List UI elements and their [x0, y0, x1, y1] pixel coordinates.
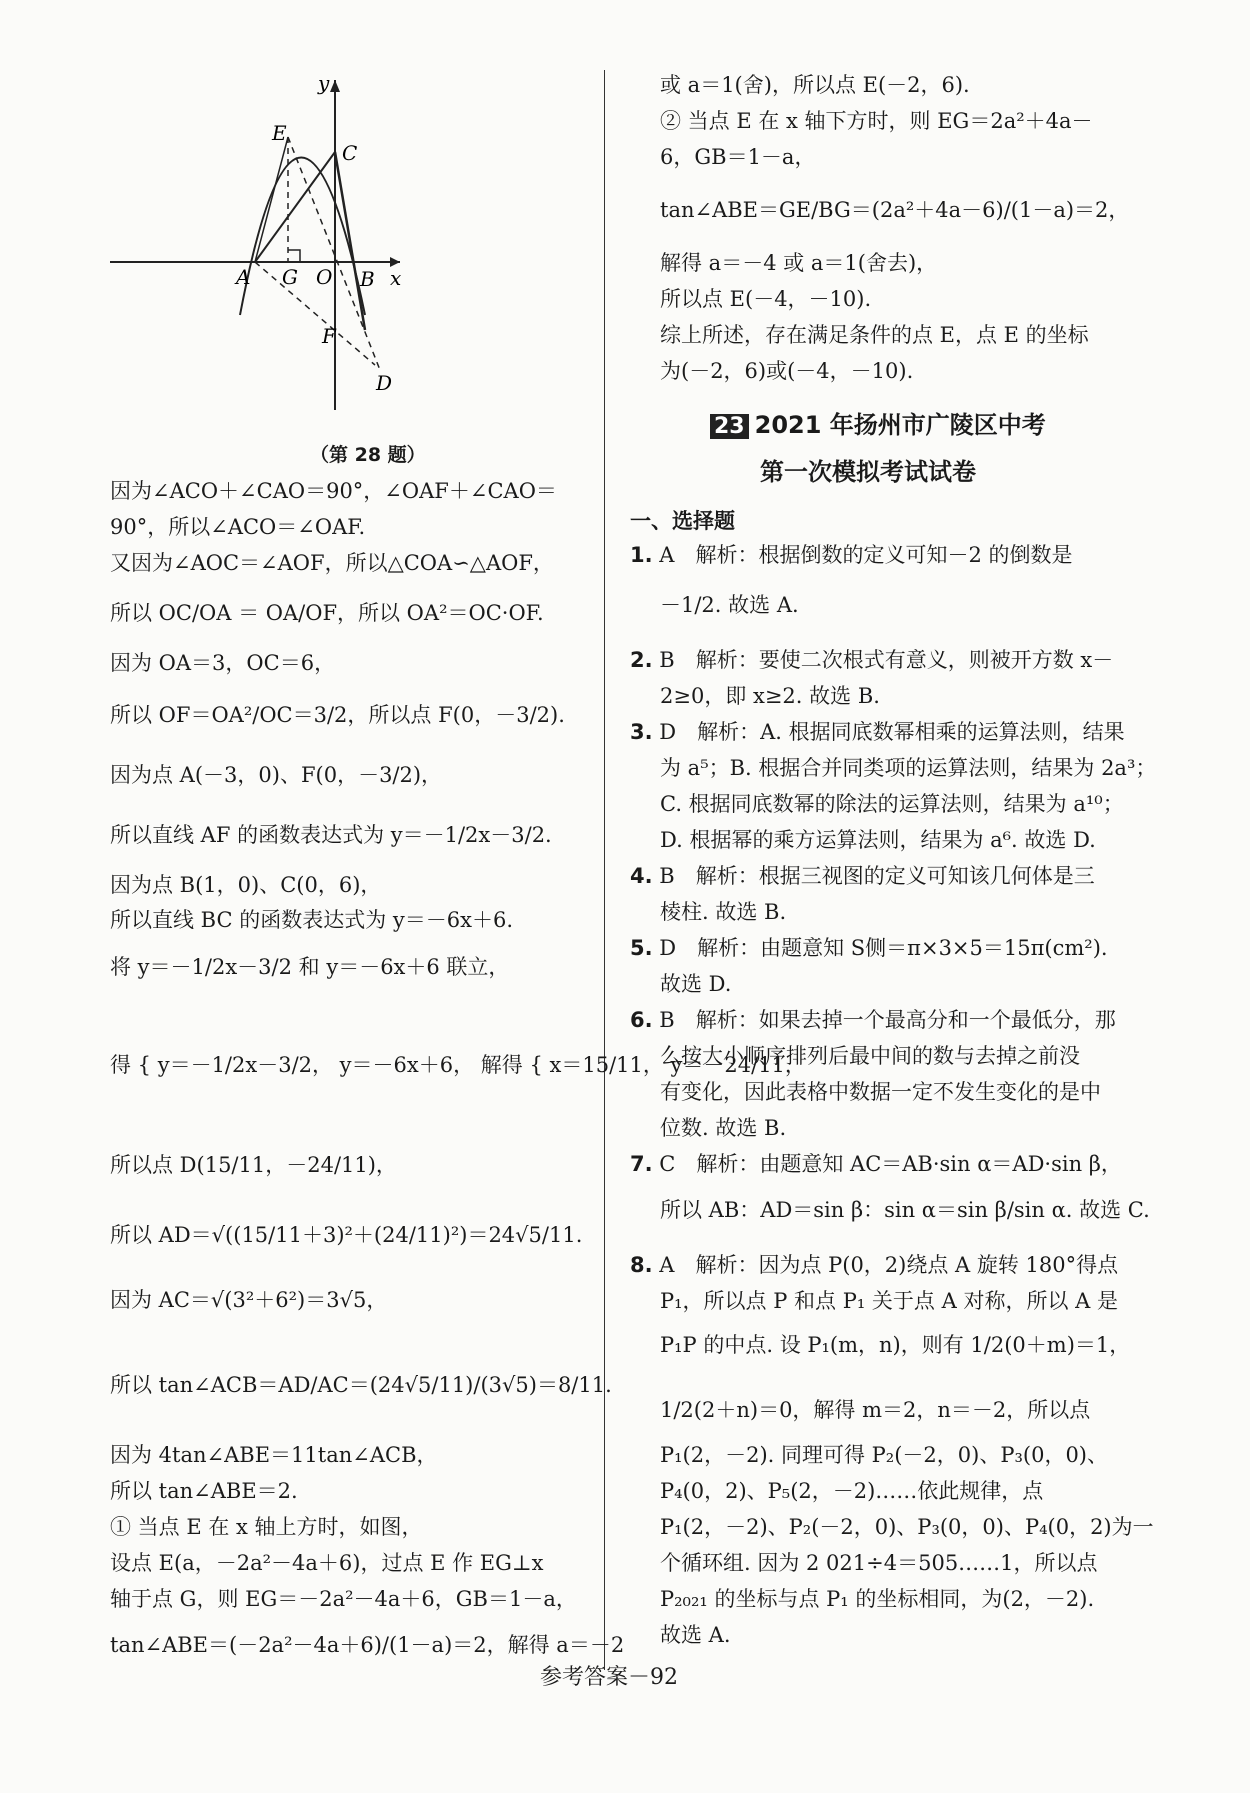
answer-1	[630, 540, 1072, 570]
answer-line: 棱柱. 故选 B.	[660, 900, 787, 924]
label-C: C	[342, 141, 358, 165]
answer-line: －1/2. 故选 A.	[660, 593, 799, 617]
answer-text: D 解析：A. 根据同底数幂相乘的运算法则，结果	[659, 720, 1125, 744]
answer-text: D 解析：由题意知 S侧＝π×3×5＝15π(cm²).	[659, 936, 1108, 960]
left-line: 因为 AC＝√(3²＋6²)＝3√5，	[110, 1288, 388, 1312]
line-CB	[335, 152, 365, 330]
section-title-line2: 第一次模拟考试试卷	[760, 458, 976, 486]
right-line: ② 当点 E 在 x 轴下方时，则 EG＝2a²＋4a－	[660, 109, 1093, 133]
answer-line: P₁(2，－2)、P₂(－2，0)、P₃(0，0)、P₄(0，2)为一	[660, 1515, 1154, 1539]
right-line: 所以点 E(－4，－10).	[660, 287, 872, 311]
answer-line: 么按大小顺序排列后最中间的数与去掉之前没	[660, 1044, 1080, 1068]
answer-line: P₂₀₂₁ 的坐标与点 P₁ 的坐标相同，为(2，－2).	[660, 1587, 1095, 1611]
column-divider	[604, 70, 605, 1670]
answer-number: 7.	[630, 1152, 653, 1176]
left-line: 所以点 D(15/11，－24/11)，	[110, 1153, 397, 1177]
left-line: 设点 E(a，－2a²－4a＋6)，过点 E 作 EG⊥x	[110, 1551, 544, 1575]
left-line: 得 { y＝－1/2x－3/2， y＝－6x＋6， 解得 { x＝15/11， y＝－24/11，	[110, 1053, 806, 1077]
right-line: 解得 a＝－4 或 a＝1(舍去)，	[660, 251, 938, 275]
right-line: 为(－2，6)或(－4，－10).	[660, 359, 914, 383]
answer-line: 故选 D.	[660, 972, 732, 996]
answer-number: 4.	[630, 864, 653, 888]
label-B: B	[360, 267, 375, 291]
left-line: 所以 tan∠ABE＝2.	[110, 1479, 298, 1503]
answer-line: P₁P 的中点. 设 P₁(m，n)，则有 1/2(0＋m)＝1，	[660, 1333, 1131, 1357]
line-AE	[255, 137, 288, 262]
label-F: F	[322, 324, 336, 348]
parabola-curve	[240, 158, 365, 316]
answer-2	[630, 645, 1113, 675]
answer-text: B 解析：要使二次根式有意义，则被开方数 x－	[659, 648, 1114, 672]
answer-line: P₄(0，2)、P₅(2，－2)……依此规律，点	[660, 1479, 1044, 1503]
left-line: 轴于点 G，则 EG＝－2a²－4a＋6，GB＝1－a，	[110, 1587, 577, 1611]
right-line: 或 a＝1(舍)，所以点 E(－2，6).	[660, 73, 970, 97]
answer-number: 5.	[630, 936, 653, 960]
left-line: 所以直线 BC 的函数表达式为 y＝－6x＋6.	[110, 908, 514, 932]
label-E: E	[272, 121, 287, 145]
answer-number: 3.	[630, 720, 653, 744]
answer-number: 1.	[630, 543, 653, 567]
answer-text: B 解析：根据三视图的定义可知该几何体是三	[659, 864, 1095, 888]
left-line: tan∠ABE＝(－2a²－4a＋6)/(1－a)＝2，解得 a＝－2	[110, 1633, 625, 1657]
answer-text: A 解析：根据倒数的定义可知－2 的倒数是	[659, 543, 1073, 567]
answer-line: 2≥0，即 x≥2. 故选 B.	[660, 684, 880, 708]
answer-8	[630, 1250, 1118, 1280]
answer-line: D. 根据幂的乘方运算法则，结果为 a⁶. 故选 D.	[660, 828, 1096, 852]
answer-line: 所以 AB：AD＝sin β：sin α＝sin β/sin α. 故选 C.	[660, 1198, 1150, 1222]
figure-caption: （第 28 题）	[310, 444, 426, 466]
label-A: A	[236, 265, 251, 289]
left-line: 又因为∠AOC＝∠AOF，所以△COA∽△AOF，	[110, 551, 554, 575]
left-line: 因为 4tan∠ABE＝11tan∠ACB，	[110, 1443, 438, 1467]
answer-number: 8.	[630, 1253, 653, 1277]
answer-4	[630, 861, 1095, 891]
left-line: 因为 OA＝3，OC＝6，	[110, 651, 336, 675]
left-line: 所以 AD＝√((15/11＋3)²＋(24/11)²)＝24√5/11.	[110, 1223, 583, 1247]
parabola-diagram	[110, 80, 490, 460]
answer-text: A 解析：因为点 P(0，2)绕点 A 旋转 180°得点	[659, 1253, 1119, 1277]
answer-line: 位数. 故选 B.	[660, 1116, 787, 1140]
section-title-text: 2021 年扬州市广陵区中考	[754, 411, 1046, 439]
label-O: O	[316, 265, 333, 289]
left-line: 所以 OC/OA ＝ OA/OF，所以 OA²＝OC·OF.	[110, 601, 544, 625]
left-line: 因为点 B(1，0)、C(0，6)，	[110, 873, 382, 897]
answer-line: 为 a⁵；B. 根据合并同类项的运算法则，结果为 2a³；	[660, 756, 1157, 780]
left-line: 所以直线 AF 的函数表达式为 y＝－1/2x－3/2.	[110, 823, 552, 847]
answer-6	[630, 1005, 1116, 1035]
label-x: x	[390, 266, 402, 290]
answer-7	[630, 1149, 1122, 1179]
answer-line: 个循环组. 因为 2 021÷4＝505……1，所以点	[660, 1551, 1098, 1575]
answer-line: 有变化，因此表格中数据一定不发生变化的是中	[660, 1080, 1101, 1104]
left-line: 因为∠ACO＋∠CAO＝90°，∠OAF＋∠CAO＝	[110, 479, 557, 503]
label-D: D	[376, 371, 393, 395]
answer-line: 故选 A.	[660, 1623, 731, 1647]
section-badge: 23	[710, 414, 749, 439]
answer-line: C. 根据同底数幂的除法的运算法则，结果为 a¹⁰；	[660, 792, 1124, 816]
right-line: 6，GB＝1－a，	[660, 145, 816, 169]
page-footer: 参考答案－92	[540, 1665, 678, 1690]
answer-5	[630, 933, 1108, 963]
answer-3	[630, 717, 1125, 747]
left-line: 将 y＝－1/2x－3/2 和 y＝－6x＋6 联立，	[110, 955, 510, 979]
left-line: 因为点 A(－3，0)、F(0，－3/2)，	[110, 763, 443, 787]
answer-text: B 解析：如果去掉一个最高分和一个最低分，那	[659, 1008, 1116, 1032]
label-y: y	[318, 80, 330, 95]
left-line: 90°，所以∠ACO＝∠OAF.	[110, 515, 366, 539]
right-line: tan∠ABE＝GE/BG＝(2a²＋4a－6)/(1－a)＝2，	[660, 198, 1130, 222]
left-line: 所以 OF＝OA²/OC＝3/2，所以点 F(0，－3/2).	[110, 703, 565, 727]
answer-text: C 解析：由题意知 AC＝AB·sin α＝AD·sin β，	[659, 1152, 1122, 1176]
answer-line: P₁(2，－2). 同理可得 P₂(－2，0)、P₃(0，0)、	[660, 1443, 1108, 1467]
answer-line: P₁，所以点 P 和点 P₁ 关于点 A 对称，所以 A 是	[660, 1289, 1118, 1313]
left-line: ① 当点 E 在 x 轴上方时，如图，	[110, 1515, 423, 1539]
label-G: G	[282, 265, 298, 289]
part-heading: 一、选择题	[630, 509, 735, 533]
answer-number: 2.	[630, 648, 653, 672]
section-title-line1	[710, 405, 1046, 440]
answer-number: 6.	[630, 1008, 653, 1032]
right-line: 综上所述，存在满足条件的点 E，点 E 的坐标	[660, 323, 1089, 347]
geometry-figure	[110, 80, 490, 460]
answer-line: 1/2(2＋n)＝0，解得 m＝2，n＝－2，所以点	[660, 1398, 1091, 1422]
left-line: 所以 tan∠ACB＝AD/AC＝(24√5/11)/(3√5)＝8/11.	[110, 1373, 612, 1397]
